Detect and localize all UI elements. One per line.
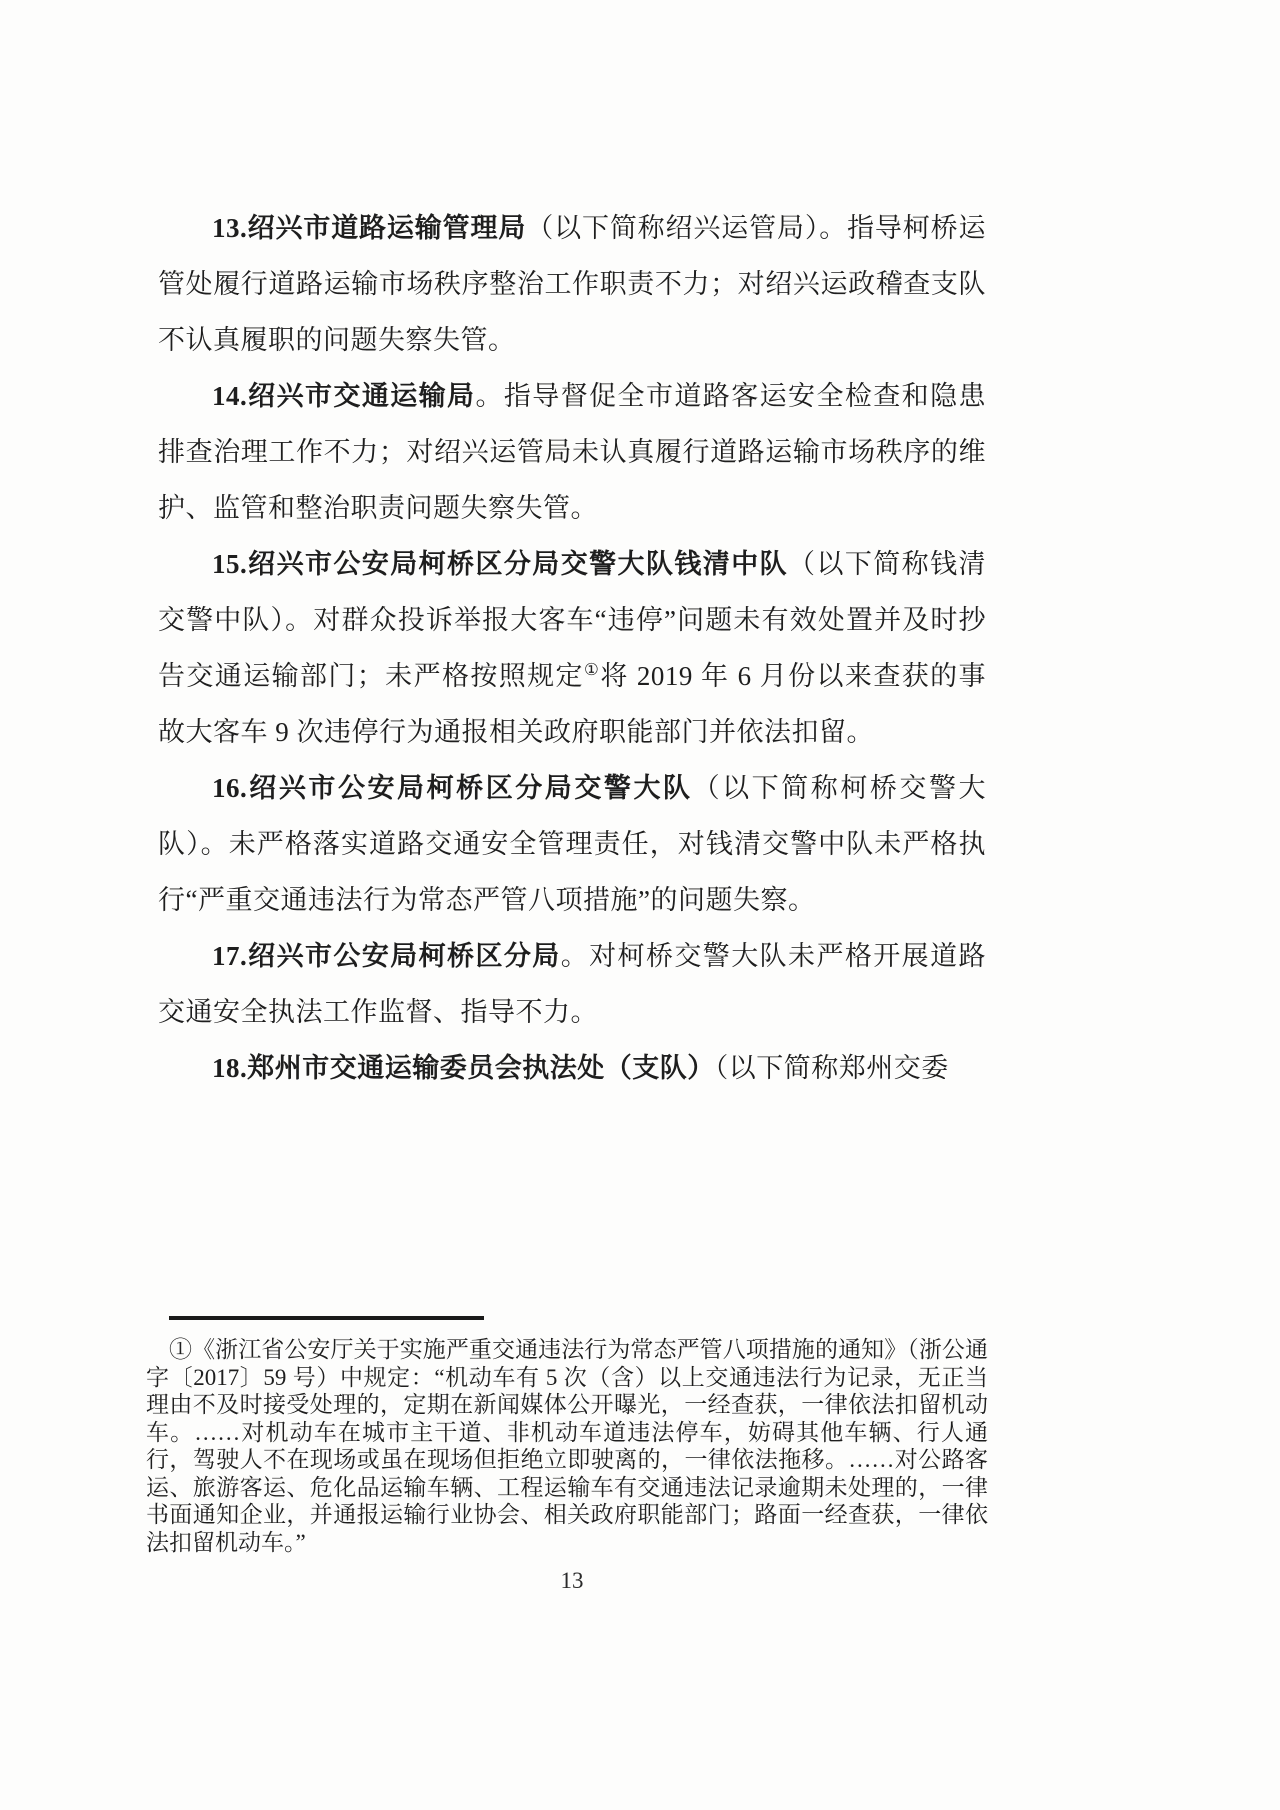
paragraph-17-text: 。对柯桥交警大队未严格开展道路交通安全执法工作监督、指导不力。 bbox=[158, 941, 987, 1027]
org-name-13: 13.绍兴市道路运输管理局 bbox=[212, 213, 527, 243]
paragraph-18-text: （以下简称郑州交委 bbox=[714, 1053, 949, 1083]
paragraph-15 bbox=[158, 536, 986, 760]
paragraph-14 bbox=[158, 368, 986, 536]
org-name-14: 14.绍兴市交通运输局 bbox=[212, 381, 476, 411]
paragraph-14-text: 。指导督促全市道路客运安全检查和隐患排查治理工作不力；对绍兴运管局未认真履行道路运输市场秩序的维护、监管和整治职责问题失察失管。 bbox=[158, 381, 987, 523]
footnote-marker-icon: ① bbox=[169, 1337, 193, 1362]
page-number: 13 bbox=[560, 1568, 584, 1593]
footnote-body: 《浙江省公安厅关于实施严重交通违法行为常态严管八项措施的通知》（浙公通字〔2017〕59 号）中规定：“机动车有 5 次（含）以上交通违法行为记录，无正当理由不及时接受处理的，定期在新闻媒体公开曝光，一经查获，一律依法扣留机动车。……对机动车在城市主干道、非机动车道违法停车，妨碍其他车辆、行人通行，驾驶人不在现场或虽在现场但拒绝立即驶离的，一律依法拖移。……对公路客运、旅游客运、危化品运输车辆、工程运输车有交通违法记录逾期未处理的，一律书面通知企业，并通报运输行业协会、相关政府职能部门；路面一经查获，一律依法扣留机动车。” bbox=[146, 1337, 989, 1555]
paragraph-16-text: （以下简称柯桥交警大队）。未严格落实道路交通安全管理责任，对钱清交警中队未严格执行“严重交通违法行为常态严管八项措施”的问题失察。 bbox=[158, 773, 987, 915]
org-name-15: 15.绍兴市公安局柯桥区分局交警大队钱清中队 bbox=[212, 549, 789, 579]
paragraph-13 bbox=[158, 200, 986, 368]
paragraph-13-text: （以下简称绍兴运管局）。指导柯桥运管处履行道路运输市场秩序整治工作职责不力；对绍兴运政稽查支队不认真履职的问题失察失管。 bbox=[158, 213, 987, 355]
paragraph-18 bbox=[158, 1040, 986, 1096]
org-name-18: 18.郑州市交通运输委员会执法处（支队） bbox=[212, 1053, 715, 1083]
footnote-text bbox=[146, 1336, 988, 1556]
org-name-16: 16.绍兴市公安局柯桥区分局交警大队 bbox=[212, 773, 693, 803]
org-name-17: 17.绍兴市公安局柯桥区分局 bbox=[212, 941, 561, 971]
paragraph-15-text-cont: 将 2019 年 6 月份以来查获的事故大客车 9 次违停行为通报相关政府职能部门并依法扣留。 bbox=[158, 661, 987, 747]
footnote-ref-1-icon: ① bbox=[583, 660, 601, 679]
paragraph-16 bbox=[158, 760, 986, 928]
footnote-separator bbox=[169, 1316, 484, 1320]
paragraph-15-text: （以下简称钱清交警中队）。对群众投诉举报大客车“违停”问题未有效处置并及时抄告交通运输部门；未严格按照规定 bbox=[158, 549, 987, 691]
document-body bbox=[158, 200, 986, 1096]
footnote-section bbox=[146, 1316, 988, 1556]
paragraph-17 bbox=[158, 928, 986, 1040]
